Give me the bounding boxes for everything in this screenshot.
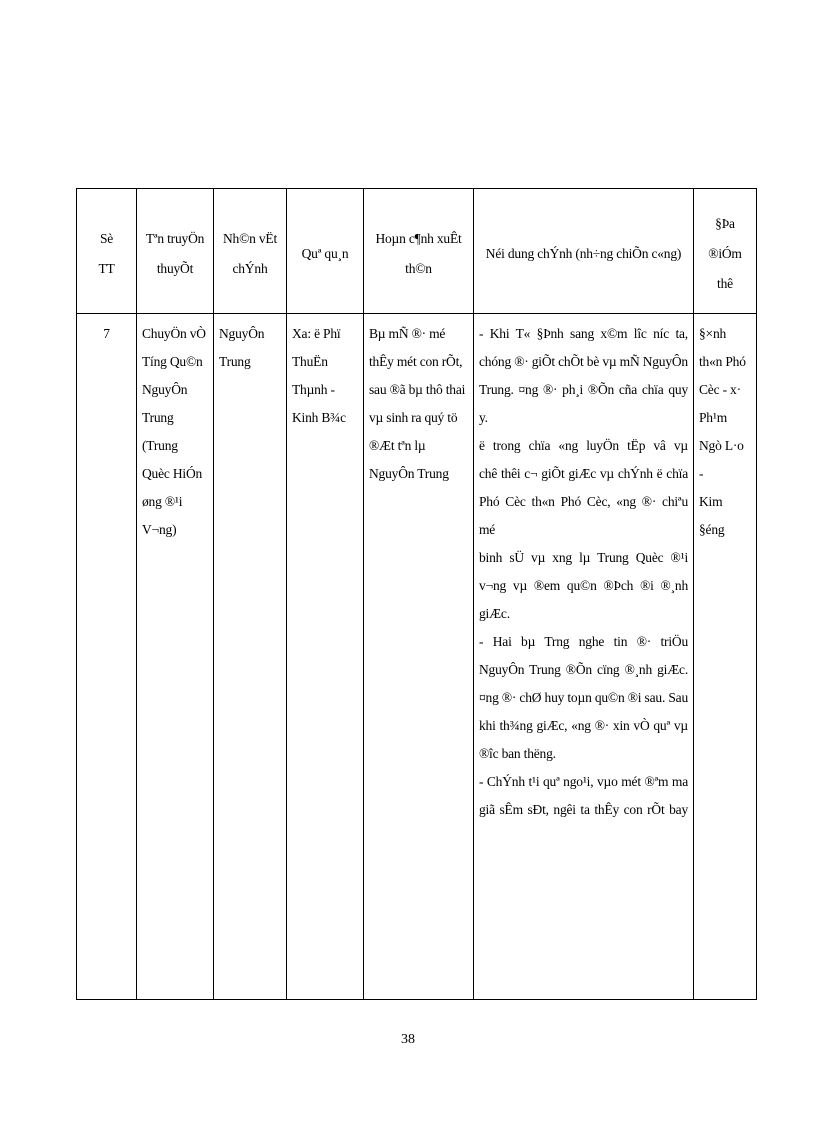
cell-stt: 7	[77, 314, 137, 1000]
cell-birth: Bµ mÑ ®· mé thÊy mét con rÕt, sau ®ã bµ thô thai vµ sinh ra quý tö ®Æt tªn lµ NguyÔn Trung	[364, 314, 474, 1000]
content-line: giÆc.	[479, 606, 510, 621]
legend-table	[76, 188, 757, 1000]
content-line: - ChÝnh t¹i quª ngo¹i, vµo mét ®ªm ma	[479, 774, 688, 789]
content-line: binh sÜ vµ xng lµ Trung Quèc ®¹i	[479, 550, 688, 565]
content-line: khi th¾ng giÆc, «ng ®· xin vÒ quª vµ	[479, 718, 688, 733]
header-row	[77, 189, 757, 314]
content-line: v¬ng vµ ®em qu©n ®Þch ®i ®¸nh	[479, 578, 688, 593]
cell-origin: Xa: ë Phï ThuËn Thµnh - Kinh B¾c	[287, 314, 364, 1000]
header-stt: Sè TT	[77, 189, 137, 314]
content-line: chóng ®· giÕt chÕt bè vµ mÑ NguyÔn	[479, 354, 688, 369]
content-line: Phó Cèc th«n Phó Cèc, «ng ®· chiªu mé	[479, 494, 688, 537]
header-place: §Þa ®iÓm thê	[694, 189, 757, 314]
content-line: NguyÔn Trung ®Õn cïng ®¸nh giÆc.	[479, 662, 688, 677]
page-number: 38	[401, 1032, 415, 1047]
content-line: ®îc ban thëng.	[479, 746, 556, 761]
content-line: giã sÊm sÐt, ngêi ta thÊy con rÕt bay	[479, 802, 688, 817]
cell-place: §×nh th«n Phó Cèc - x· Ph¹m Ngò L·o - Kim §éng	[694, 314, 757, 1000]
content-line: - Hai bµ Trng nghe tin ®· triÖu	[479, 634, 688, 649]
header-hero: Nh©n vËt chÝnh	[214, 189, 287, 314]
content-line: ë trong chïa «ng luyÖn tËp vâ vµ	[479, 438, 688, 453]
content-line: ¤ng ®· chØ huy toµn qu©n ®i sau. Sau	[479, 690, 688, 705]
header-content: Néi dung chÝnh (nh÷ng chiÕn c«ng)	[474, 189, 694, 314]
content-line: chê thêi c¬ giÕt giÆc vµ chÝnh ë chïa	[479, 466, 688, 481]
content-line: Trung. ¤ng ®· ph¸i ®Õn cña chïa quy y.	[479, 382, 688, 425]
cell-content	[474, 314, 694, 1000]
header-origin: Quª qu¸n	[287, 189, 364, 314]
cell-hero: NguyÔn Trung	[214, 314, 287, 1000]
cell-title: ChuyÖn vÒ Tíng Qu©n NguyÔn Trung (Trung Quèc HiÓn øng ®¹i V¬ng)	[137, 314, 214, 1000]
header-title: Tªn truyÖn thuyÕt	[137, 189, 214, 314]
content-line: - Khi T« §Þnh sang x©m lîc níc ta,	[479, 326, 688, 341]
table-row	[77, 314, 757, 1000]
header-birth: Hoµn c¶nh xuÊt th©n	[364, 189, 474, 314]
